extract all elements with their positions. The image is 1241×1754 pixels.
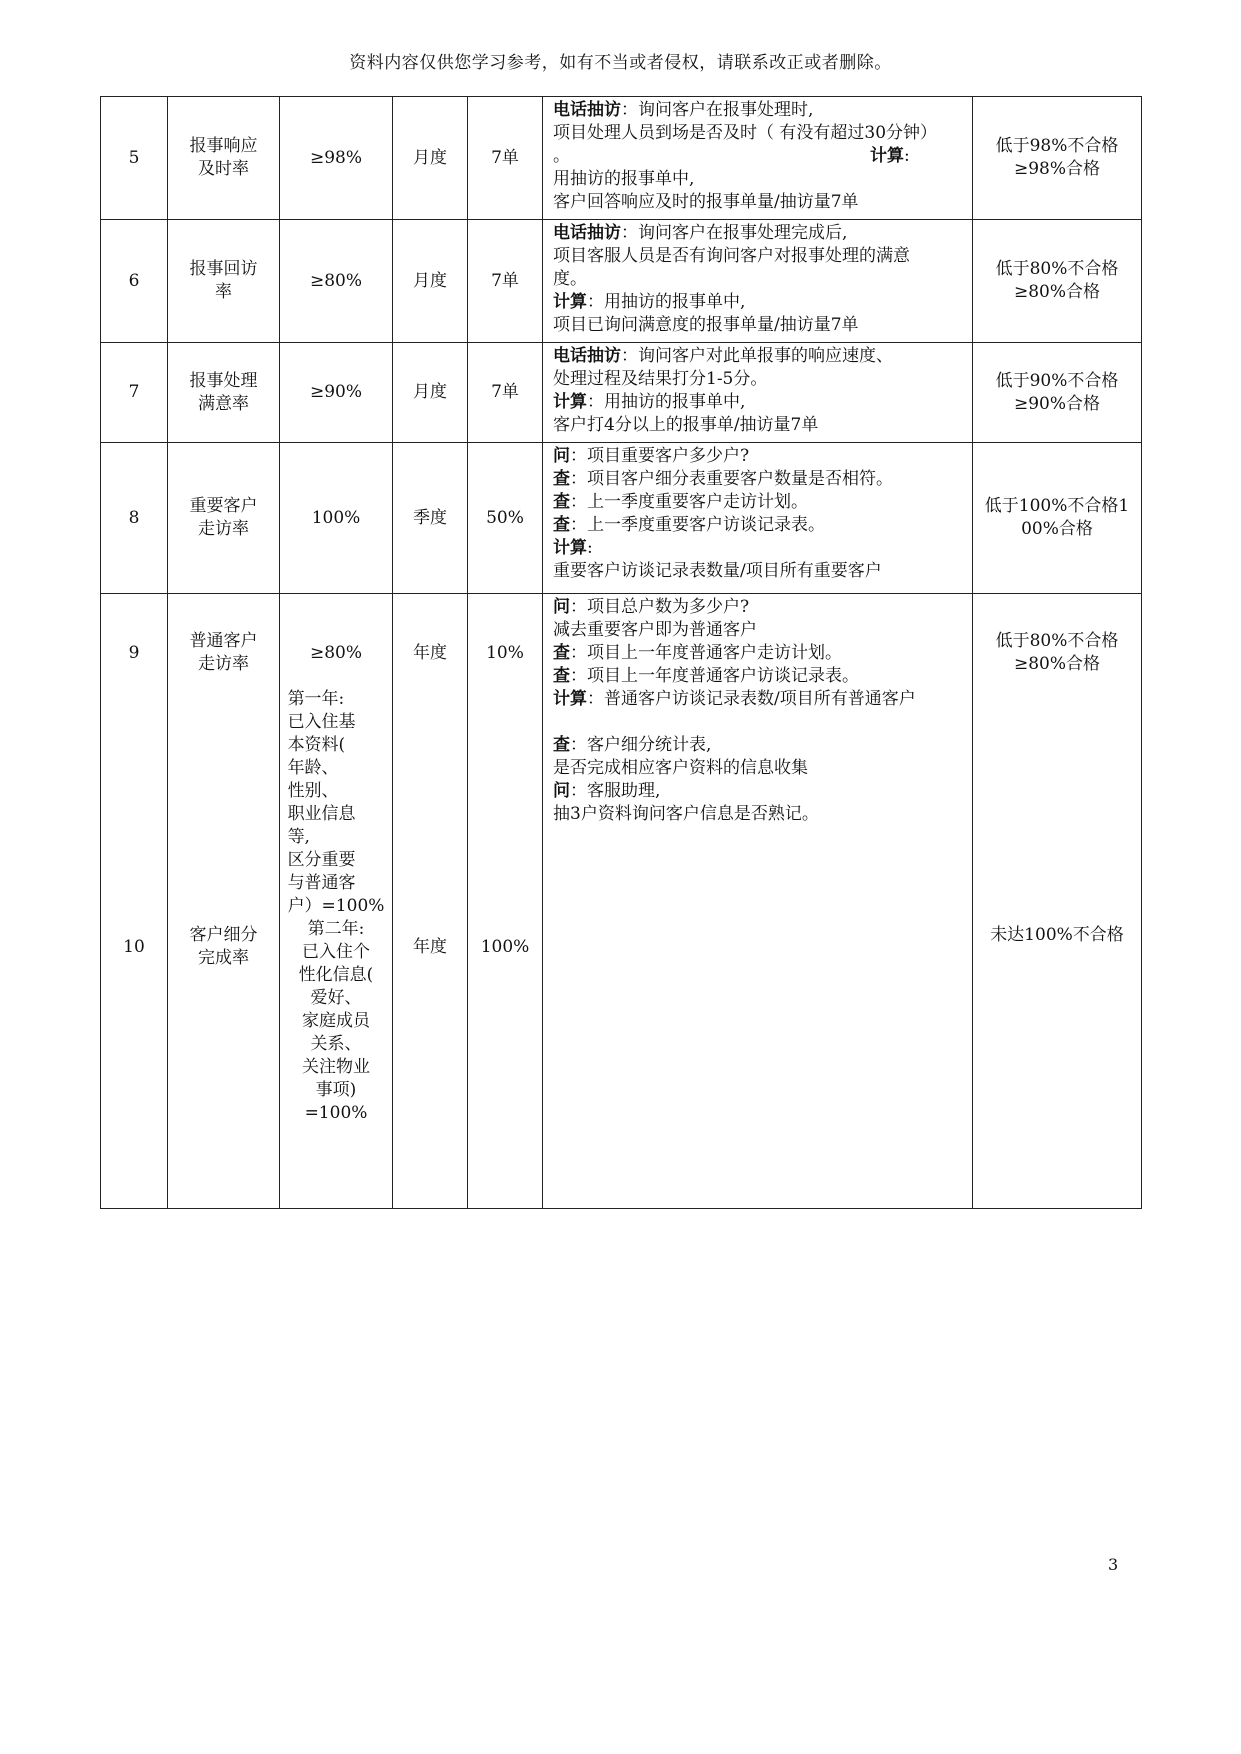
standard-line: 性化信息( — [298, 965, 374, 985]
standard-cell: ≥90% — [280, 343, 393, 443]
standard-line: 等, — [287, 827, 310, 847]
table-row — [101, 443, 1142, 594]
standard-line: 第一年: — [287, 689, 345, 709]
kpi-table — [100, 96, 1142, 1209]
result-cell: 低于80%不合格 ≥80%合格 — [973, 220, 1142, 343]
standard-cell: ≥80% 第一年: 已入住基 本资料( 年龄、 性别、 职业信息 等, 区分重要 与普通客 户）=100% 第二年: 已入住个 性化信息( 爱好、 家庭成员 关系、 关注物业 事项) =100% — [280, 594, 393, 1209]
frequency-cell: 月度 — [393, 97, 468, 220]
indicator-cell: 重要客户 走访率 — [168, 443, 280, 594]
standard-line: 已入住基 — [287, 712, 356, 732]
row-number: 5 — [101, 97, 168, 220]
standard-line: 关注物业 — [301, 1057, 370, 1077]
standard-line: 与普通客 — [287, 873, 356, 893]
sample-cell: 7单 — [468, 97, 543, 220]
sample-cell: 7单 — [468, 343, 543, 443]
result-cell: 低于100%不合格1 00%合格 — [973, 443, 1142, 594]
result-cell: 低于90%不合格 ≥90%合格 — [973, 343, 1142, 443]
header-disclaimer: 资料内容仅供您学习参考，如有不当或者侵权，请联系改正或者删除。 — [349, 53, 892, 73]
row-number: 6 — [101, 220, 168, 343]
row-number: 7 — [101, 343, 168, 443]
method-cell: 电话抽访：询问客户在报事处理时, 项目处理人员到场是否及时（ 有没有超过30分钟） 。 计算: 用抽访的报事单中, 客户回答响应及时的报事单量/抽访量7单 — [543, 97, 973, 220]
indicator-cell: 报事回访 率 — [168, 220, 280, 343]
frequency-cell: 年度 年度 — [393, 594, 468, 1209]
standard-lines — [288, 688, 385, 1125]
table-row — [101, 343, 1142, 443]
table-row — [101, 97, 1142, 220]
method-cell: 电话抽访：询问客户在报事处理完成后, 项目客服人员是否有询问客户对报事处理的满意 度。 计算：用抽访的报事单中, 项目已询问满意度的报事单量/抽访量7单 — [543, 220, 973, 343]
indicator-cell: 报事响应 及时率 — [168, 97, 280, 220]
standard-line: 爱好、 — [310, 988, 362, 1008]
standard-cell: 100% — [280, 443, 393, 594]
page-number: 3 — [1108, 1555, 1119, 1574]
standard-line: 家庭成员 — [301, 1011, 370, 1031]
row-number: 9 10 — [101, 594, 168, 1209]
standard-line: 区分重要 — [287, 850, 356, 870]
standard-line: 关系、 — [310, 1034, 362, 1054]
method-cell: 电话抽访：询问客户对此单报事的响应速度、 处理过程及结果打分1-5分。 计算：用抽访的报事单中, 客户打4分以上的报事单/抽访量7单 — [543, 343, 973, 443]
standard-line: =100% — [304, 1103, 368, 1123]
standard-line: 本资料( — [287, 735, 346, 755]
standard-line: 已入住个 — [301, 942, 370, 962]
standard-line: 职业信息 — [287, 804, 356, 824]
standard-line: 年龄、 — [287, 758, 339, 778]
standard-cell: ≥80% — [280, 220, 393, 343]
sample-cell: 50% — [468, 443, 543, 594]
method-cell: 问：项目总户数为多少户? 减去重要客户即为普通客户 查：项目上一年度普通客户走访计划。 查：项目上一年度普通客户访谈记录表。 计算：普通客户访谈记录表数/项目所有普通客户 查：客户细分统计表, 是否完成相应客户资料的信息收集 问：客服助理, 抽3户资料询问客户信息是否熟记。 — [543, 594, 973, 1209]
result-cell: 低于98%不合格 ≥98%合格 — [973, 97, 1142, 220]
standard-line: 事项) — [315, 1080, 357, 1100]
sample-cell: 10% 100% — [468, 594, 543, 1209]
frequency-cell: 月度 — [393, 220, 468, 343]
row-number: 8 — [101, 443, 168, 594]
table-row — [101, 220, 1142, 343]
standard-cell: ≥98% — [280, 97, 393, 220]
indicator-cell: 普通客户 走访率 客户细分 完成率 — [168, 594, 280, 1209]
indicator-cell: 报事处理 满意率 — [168, 343, 280, 443]
result-cell: 低于80%不合格 ≥80%合格 未达100%不合格 — [973, 594, 1142, 1209]
frequency-cell: 月度 — [393, 343, 468, 443]
standard-line: 性别、 — [287, 781, 339, 801]
method-cell: 问：项目重要客户多少户? 查：项目客户细分表重要客户数量是否相符。 查：上一季度重要客户走访计划。 查：上一季度重要客户访谈记录表。 计算: 重要客户访谈记录表数量/项目所有重要客户 — [543, 443, 973, 594]
standard-line: 第二年: — [307, 919, 365, 939]
sample-cell: 7单 — [468, 220, 543, 343]
standard-line: 户）=100% — [287, 896, 385, 916]
table-row — [101, 594, 1142, 1209]
frequency-cell: 季度 — [393, 443, 468, 594]
